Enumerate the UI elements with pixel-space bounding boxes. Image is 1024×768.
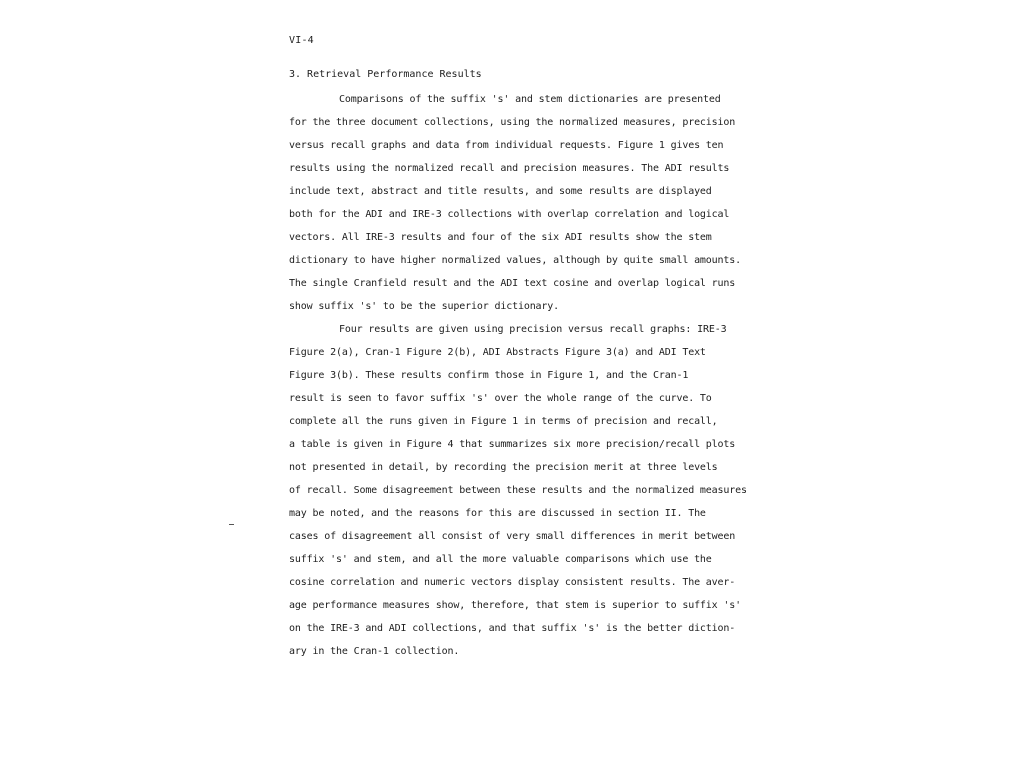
paragraph-1-line: dictionary to have higher normalized values, although by quite small amounts. [289,255,742,266]
paragraph-2-line: Figure 2(a), Cran-1 Figure 2(b), ADI Abstracts Figure 3(a) and ADI Text [289,347,706,358]
paragraph-1-line: show suffix 's' to be the superior dictionary. [289,301,560,312]
paragraph-2-line: Figure 3(b). These results confirm those in Figure 1, and the Cran-1 [289,370,689,381]
paragraph-2-line: of recall. Some disagreement between these results and the normalized measures [289,485,747,496]
paragraph-2-line: Four results are given using precision versus recall graphs: IRE-3 [339,324,727,335]
paragraph-2-line: cases of disagreement all consist of very small differences in merit between [289,531,736,542]
paragraph-1-line: for the three document collections, using the normalized measures, precision [289,117,736,128]
paragraph-2-line: may be noted, and the reasons for this are discussed in section II. The [289,508,706,519]
page-number: VI-4 [289,35,314,46]
paragraph-1-line: both for the ADI and IRE-3 collections with overlap correlation and logical [289,209,730,220]
paragraph-2-line: result is seen to favor suffix 's' over the whole range of the curve. To [289,393,712,404]
paragraph-2-line: ary in the Cran-1 collection. [289,646,460,657]
paragraph-2-line: not presented in detail, by recording the precision merit at three levels [289,462,718,473]
paragraph-1-line: results using the normalized recall and precision measures. The ADI results [289,163,730,174]
paragraph-1-line: The single Cranfield result and the ADI text cosine and overlap logical runs [289,278,736,289]
paragraph-2-line: complete all the runs given in Figure 1 in terms of precision and recall, [289,416,718,427]
paragraph-1-line: include text, abstract and title results, and some results are displayed [289,186,712,197]
paragraph-1-line: Comparisons of the suffix 's' and stem dictionaries are presented [339,94,721,105]
paragraph-2-line: cosine correlation and numeric vectors display consistent results. The aver- [289,577,736,588]
paragraph-2-line: age performance measures show, therefore, that stem is superior to suffix 's' [289,600,742,611]
section-heading: 3. Retrieval Performance Results [289,69,482,80]
paragraph-2-line: on the IRE-3 and ADI collections, and that suffix 's' is the better diction- [289,623,736,634]
paragraph-2-line: suffix 's' and stem, and all the more valuable comparisons which use the [289,554,712,565]
paragraph-1-line: versus recall graphs and data from individual requests. Figure 1 gives ten [289,140,724,151]
paragraph-1-line: vectors. All IRE-3 results and four of the six ADI results show the stem [289,232,712,243]
paragraph-2-line: a table is given in Figure 4 that summarizes six more precision/recall plots [289,439,736,450]
scan-artifact-mark [229,524,234,525]
